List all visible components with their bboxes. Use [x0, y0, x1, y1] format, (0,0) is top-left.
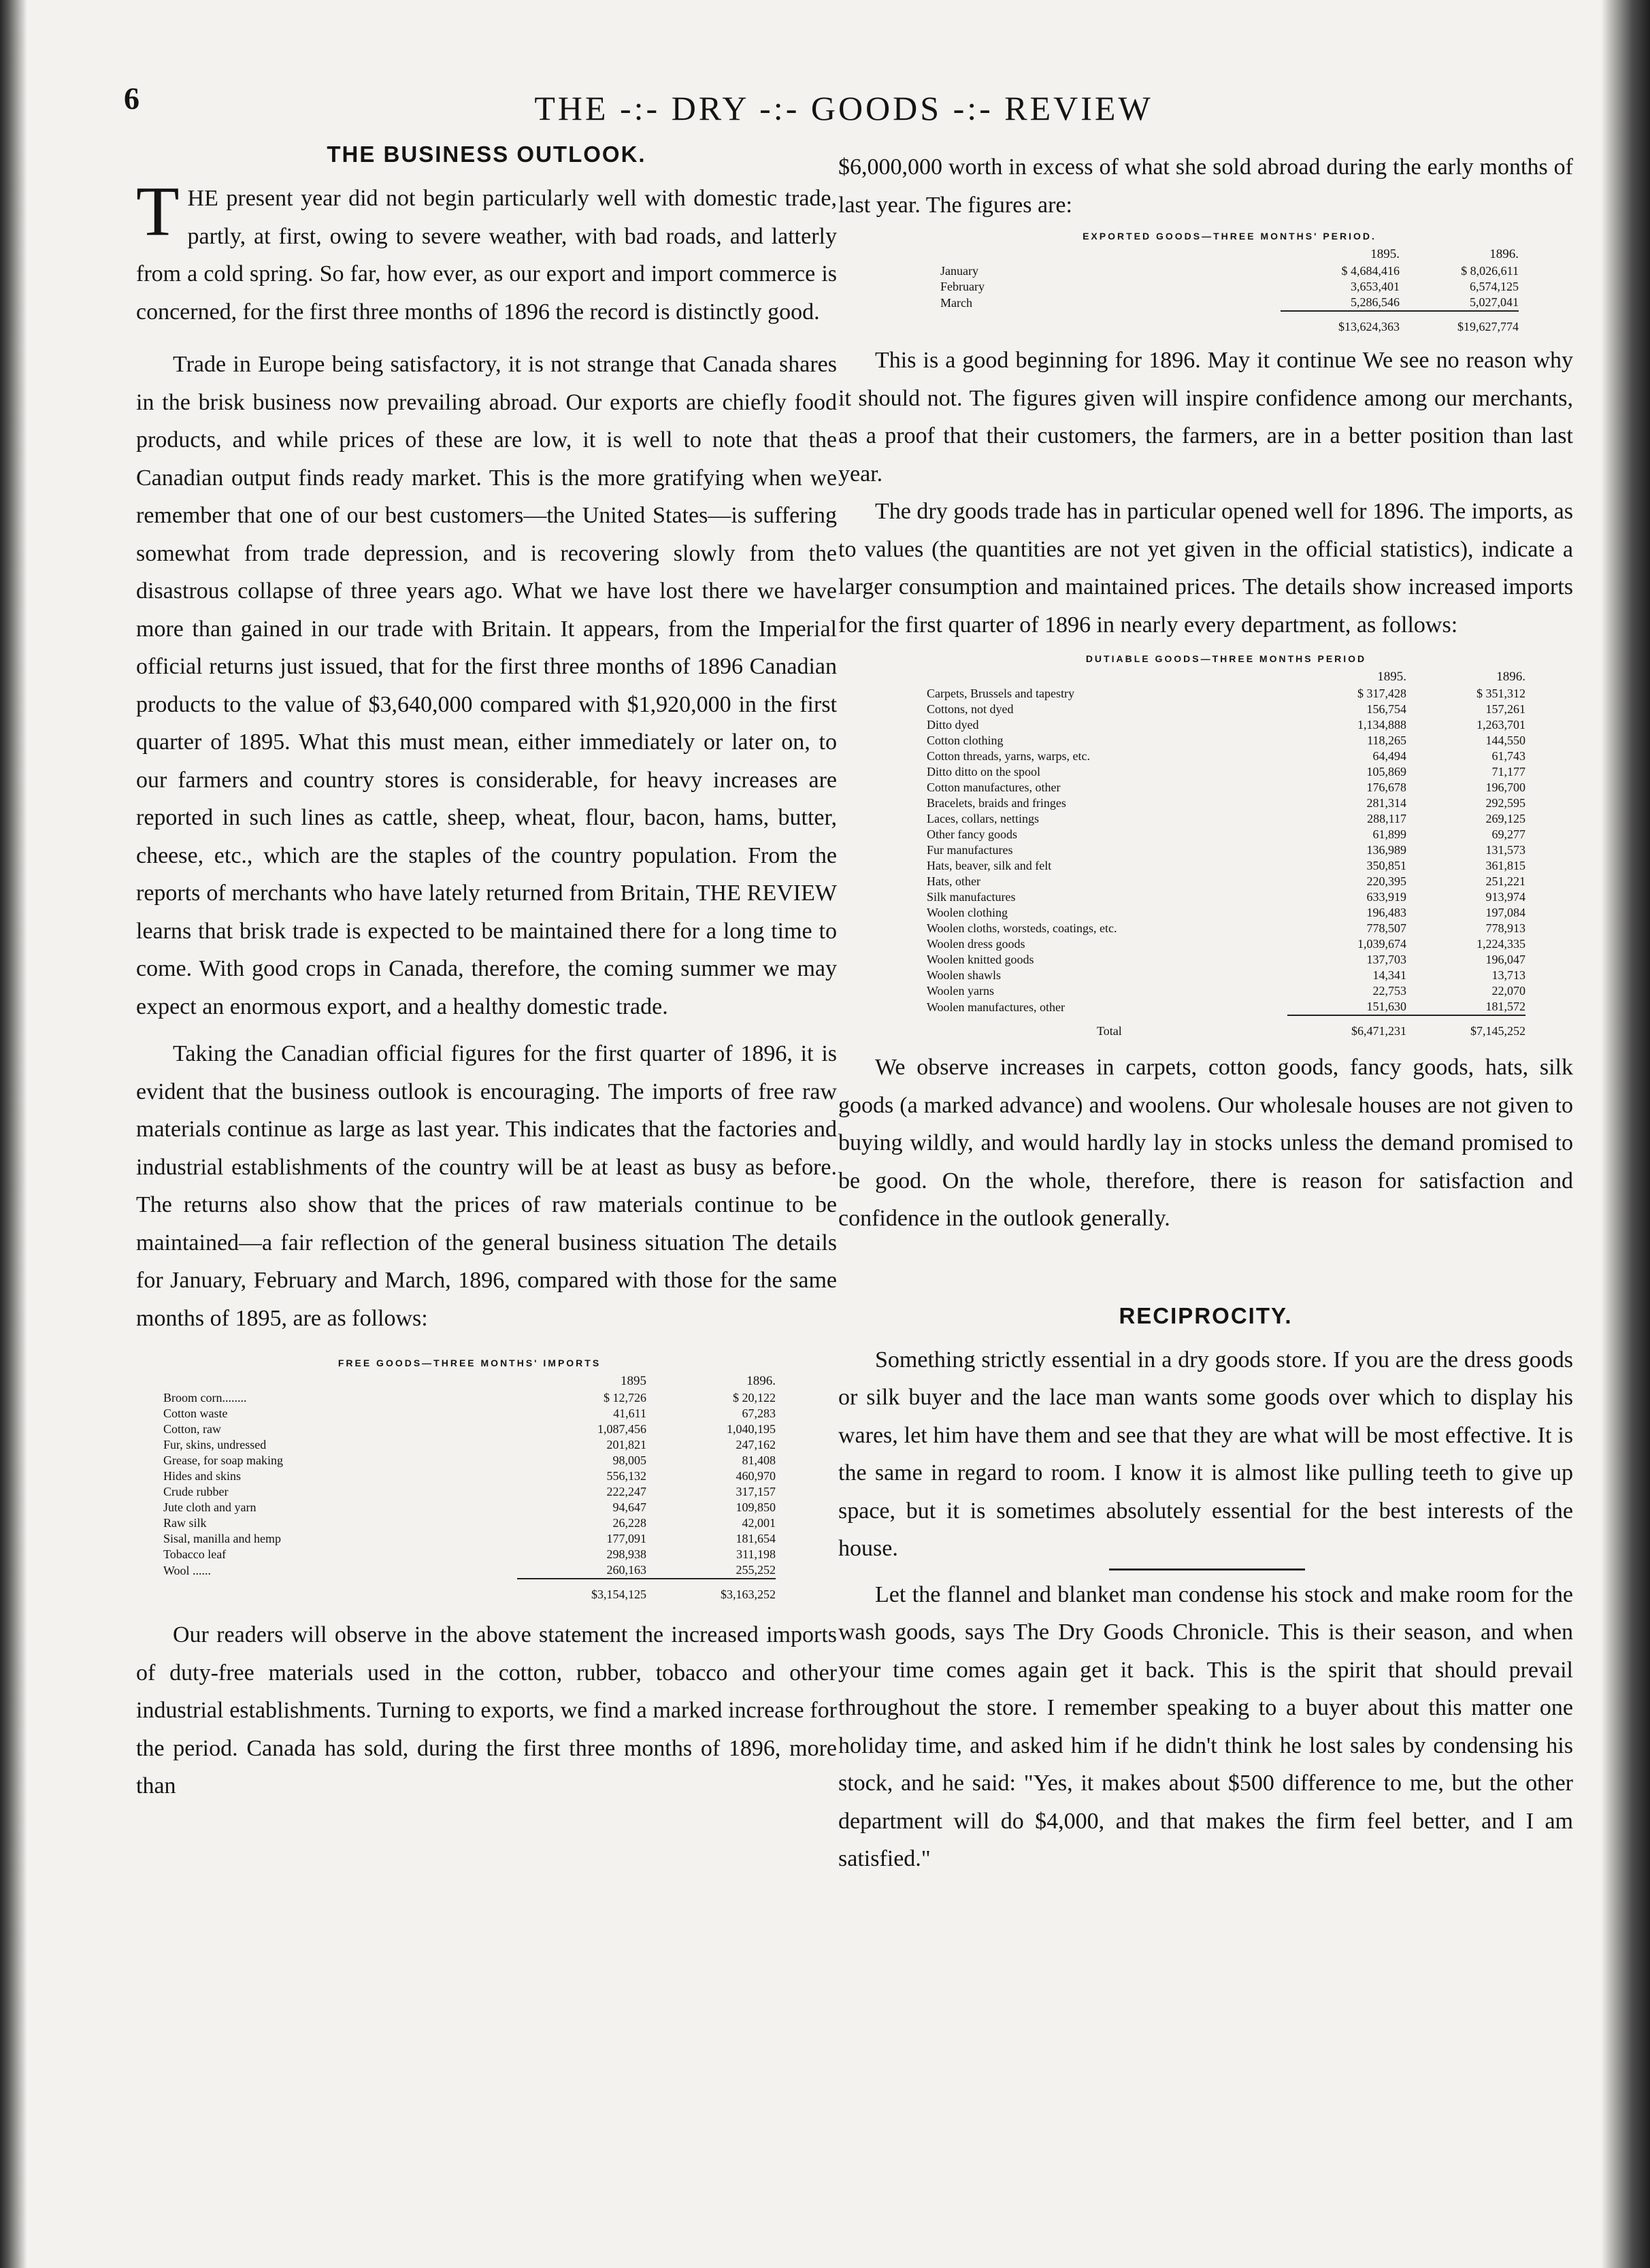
row-label: Sisal, manilla and hemp	[163, 1532, 281, 1545]
row-label: Woolen shawls	[927, 968, 1002, 982]
row-label: Woolen clothing	[927, 906, 1008, 919]
value-current-year: 181,572	[1485, 1000, 1525, 1013]
total-value: $6,471,231	[1287, 1015, 1406, 1039]
table-row	[163, 1437, 776, 1453]
row-label: March	[940, 296, 972, 310]
value-prior-year: 22,753	[1372, 984, 1406, 998]
table-caption: DUTIABLE GOODS—THREE MONTHS PERIOD	[1085, 653, 1367, 664]
value-prior-year: 41,611	[613, 1407, 646, 1420]
value-current-year: 460,970	[736, 1469, 776, 1483]
table-row	[940, 263, 1519, 279]
value-prior-year: 222,247	[606, 1485, 646, 1498]
row-label: February	[940, 280, 985, 293]
paragraph: Our readers will observe in the above statement the increased imports of duty-free materials used in the cotton, rubber, tobacco and other industrial establishments. Turning to exports, we find a marked increase for the period. Canada has sold, during the first three months of 1896, more than	[136, 1622, 837, 1798]
value-prior-year: 201,821	[606, 1438, 646, 1451]
table-row	[927, 686, 1525, 702]
row-label: Bracelets, braids and fringes	[927, 796, 1066, 810]
table-row	[927, 905, 1525, 921]
value-prior-year: 177,091	[606, 1532, 646, 1545]
row-label: Tobacco leaf	[163, 1547, 227, 1561]
row-label: January	[940, 264, 978, 278]
value-current-year: 255,252	[736, 1563, 776, 1577]
value-prior-year: $ 317,428	[1357, 687, 1406, 700]
paragraph	[136, 172, 837, 331]
value-current-year: 22,070	[1491, 984, 1525, 998]
row-label: Crude rubber	[163, 1485, 229, 1498]
value-current-year: $ 20,122	[733, 1391, 776, 1404]
value-current-year: $ 8,026,611	[1461, 264, 1519, 278]
value-current-year: 251,221	[1485, 874, 1525, 888]
right-column	[838, 148, 1573, 1878]
row-label: Jute cloth and yarn	[163, 1500, 257, 1514]
value-current-year: 144,550	[1485, 734, 1525, 747]
value-prior-year: 14,341	[1372, 968, 1406, 982]
row-label: Silk manufactures	[927, 890, 1016, 904]
table-row	[927, 749, 1525, 764]
value-current-year: 61,743	[1491, 749, 1525, 763]
total-label: Total	[1097, 1024, 1122, 1038]
table-row	[927, 842, 1525, 858]
value-prior-year: 281,314	[1366, 796, 1406, 810]
table-caption: EXPORTED GOODS—THREE MONTHS' PERIOD.	[1083, 231, 1376, 242]
value-prior-year: 64,494	[1372, 749, 1406, 763]
table-row	[927, 702, 1525, 717]
value-current-year: 1,224,335	[1476, 937, 1525, 951]
value-prior-year: 5,286,546	[1351, 295, 1400, 309]
free-goods-table-block	[163, 1358, 776, 1603]
table-row	[927, 717, 1525, 733]
value-current-year: 361,815	[1485, 859, 1525, 872]
table-row	[940, 279, 1519, 295]
section-heading-business-outlook: THE BUSINESS OUTLOOK.	[327, 142, 646, 167]
free-goods-table	[163, 1374, 776, 1603]
total-value: $3,163,252	[646, 1579, 776, 1603]
row-label: Woolen knitted goods	[927, 953, 1034, 966]
table-row	[927, 921, 1525, 936]
table-row	[927, 780, 1525, 795]
column-header: 1895.	[1377, 670, 1406, 684]
value-prior-year: 1,087,456	[597, 1422, 646, 1436]
value-prior-year: 118,265	[1367, 734, 1406, 747]
column-header: 1896.	[1489, 247, 1519, 261]
total-value: $7,145,252	[1406, 1015, 1525, 1039]
paragraph: Taking the Canadian official figures for the first quarter of 1896, it is evident that the business outlook is encouraging. The imports of free raw materials continue as large as last year. This indicates that the factories and industrial establishments of the country will be at least as busy as before. The returns also show that the prices of raw materials continue to be maintained—a fair reflection of the general business situation The details for January, February and March, 1896, compared with those for the same months of 1895, are as follows:	[136, 1041, 837, 1331]
table-row	[927, 811, 1525, 827]
row-label: Cotton manufactures, other	[927, 780, 1061, 794]
value-current-year: 69,277	[1491, 827, 1525, 841]
row-label: Cottons, not dyed	[927, 702, 1014, 716]
drop-cap: T	[136, 172, 180, 250]
running-title: THE -:- DRY -:- GOODS -:- REVIEW	[534, 89, 1153, 127]
table-row	[163, 1406, 776, 1421]
value-current-year: 197,084	[1485, 906, 1525, 919]
value-current-year: 269,125	[1485, 812, 1525, 825]
value-current-year: 67,283	[742, 1407, 776, 1420]
value-current-year: 247,162	[736, 1438, 776, 1451]
value-prior-year: 778,507	[1366, 921, 1406, 935]
value-prior-year: 176,678	[1366, 780, 1406, 794]
value-current-year: 317,157	[736, 1485, 776, 1498]
value-prior-year: 137,703	[1366, 953, 1406, 966]
value-prior-year: 288,117	[1367, 812, 1406, 825]
paragraph: Let the flannel and blanket man condense his stock and make room for the wash goods, says The Dry Goods Chronicle. This is their season, and when your time comes again get it back. This is the spirit that should prevail throughout the store. I remember speaking to a buyer about this matter one holiday time, and asked him if he didn't think he lost sales by condensing his stock, and he said: "Yes, it makes about $500 difference to me, but the other department will do $4,000, and that makes the firm feel better, and I am satisfied."	[838, 1581, 1573, 1871]
table-row	[927, 889, 1525, 905]
value-current-year: 81,408	[742, 1453, 776, 1467]
row-label: Hides and skins	[163, 1469, 241, 1483]
value-current-year: 196,047	[1485, 953, 1525, 966]
exported-goods-table	[940, 247, 1519, 335]
row-label: Fur manufactures	[927, 843, 1013, 857]
value-current-year: 196,700	[1485, 780, 1525, 794]
row-label: Laces, collars, nettings	[927, 812, 1039, 825]
row-label: Grease, for soap making	[163, 1453, 283, 1467]
left-column	[136, 142, 837, 1805]
total-value: $13,624,363	[1281, 311, 1400, 335]
value-prior-year: 298,938	[606, 1547, 646, 1561]
total-value: $3,154,125	[517, 1579, 646, 1603]
row-label: Ditto ditto on the spool	[927, 765, 1041, 778]
value-current-year: 292,595	[1485, 796, 1525, 810]
row-label: Cotton threads, yarns, warps, etc.	[927, 749, 1090, 763]
paragraph: $6,000,000 worth in excess of what she sold abroad during the early months of last year. The figures are:	[838, 154, 1573, 218]
paragraph: The dry goods trade has in particular opened well for 1896. The imports, as to values (the quantities are not yet given in the official statistics), indicate a larger consumption and maintained prices. The details show increased imports for the first quarter of 1896 in nearly every department, as follows:	[838, 499, 1573, 638]
value-prior-year: $ 12,726	[604, 1391, 646, 1404]
value-current-year: $ 351,312	[1476, 687, 1525, 700]
table-row	[940, 295, 1519, 311]
table-row	[927, 764, 1525, 780]
page-header	[109, 80, 1579, 135]
value-prior-year: 26,228	[612, 1516, 646, 1530]
dutiable-goods-table	[927, 670, 1525, 1039]
value-current-year: 311,198	[736, 1547, 776, 1561]
row-label: Fur, skins, undressed	[163, 1438, 267, 1451]
table-row	[927, 827, 1525, 842]
table-row	[163, 1562, 776, 1579]
dutiable-goods-table-block	[927, 653, 1525, 1039]
row-label: Cotton clothing	[927, 734, 1004, 747]
page-edge-right	[1601, 0, 1650, 2268]
row-label: Broom corn........	[163, 1391, 247, 1404]
paragraph: We observe increases in carpets, cotton goods, fancy goods, hats, silk goods (a marked advance) and woolens. Our wholesale houses are not given to buying wildly, and would hardly lay in stocks unless the demand promised to be good. On the whole, therefore, there is reason for satisfaction and confidence in the outlook generally.	[838, 1055, 1573, 1231]
total-value: $19,627,774	[1400, 311, 1519, 335]
row-label: Ditto dyed	[927, 718, 979, 732]
row-label: Wool ......	[163, 1564, 212, 1577]
value-prior-year: 156,754	[1366, 702, 1406, 716]
value-prior-year: 220,395	[1366, 874, 1406, 888]
row-label: Hats, other	[927, 874, 980, 888]
value-prior-year: 556,132	[606, 1469, 646, 1483]
value-current-year: 913,974	[1485, 890, 1525, 904]
value-prior-year: 61,899	[1372, 827, 1406, 841]
row-label: Carpets, Brussels and tapestry	[927, 687, 1074, 700]
value-prior-year: 94,647	[612, 1500, 646, 1514]
value-current-year: 6,574,125	[1470, 280, 1519, 293]
table-caption: FREE GOODS—THREE MONTHS' IMPORTS	[337, 1358, 601, 1368]
table-row	[927, 795, 1525, 811]
section-divider	[1109, 1568, 1305, 1571]
table-row	[927, 858, 1525, 874]
row-label: Cotton waste	[163, 1407, 228, 1420]
table-row	[163, 1500, 776, 1515]
row-label: Hats, beaver, silk and felt	[927, 859, 1052, 872]
paragraph: Something strictly essential in a dry goods store. If you are the dress goods or silk buyer and the lace man wants some goods over which to display his wares, let him have them and see that they are what will be most effective. It is the same in regard to room. I know it is almost like pulling teeth to give up space, but it is sometimes absolutely essential for the best interests of the house.	[838, 1347, 1573, 1561]
value-current-year: 42,001	[742, 1516, 776, 1530]
value-current-year: 157,261	[1485, 702, 1525, 716]
table-row	[927, 983, 1525, 999]
value-current-year: 1,263,701	[1476, 718, 1525, 732]
value-current-year: 5,027,041	[1470, 295, 1519, 309]
page-number: 6	[124, 81, 139, 116]
table-row	[163, 1453, 776, 1468]
value-prior-year: 151,630	[1366, 1000, 1406, 1013]
value-prior-year: 3,653,401	[1351, 280, 1400, 293]
table-row	[927, 874, 1525, 889]
row-label: Woolen cloths, worsteds, coatings, etc.	[927, 921, 1117, 935]
value-current-year: 778,913	[1485, 921, 1525, 935]
value-prior-year: 350,851	[1366, 859, 1406, 872]
column-header: 1895.	[1370, 247, 1400, 261]
value-current-year: 131,573	[1485, 843, 1525, 857]
value-current-year: 1,040,195	[727, 1422, 776, 1436]
row-label: Woolen yarns	[927, 984, 995, 998]
table-row	[163, 1484, 776, 1500]
value-current-year: 13,713	[1491, 968, 1525, 982]
table-row	[927, 936, 1525, 952]
row-label: Woolen dress goods	[927, 937, 1025, 951]
row-label: Raw silk	[163, 1516, 207, 1530]
column-header: 1896.	[1496, 670, 1525, 684]
section-heading-reciprocity: RECIPROCITY.	[1119, 1302, 1293, 1328]
paragraph: This is a good beginning for 1896. May it continue We see no reason why it should not. The figures given will inspire confidence among our merchants, as a proof that their customers, the farmers, are in a better position than last year.	[838, 348, 1573, 487]
row-label: Other fancy goods	[927, 827, 1017, 841]
table-row	[163, 1547, 776, 1562]
value-prior-year: 105,869	[1366, 765, 1406, 778]
value-prior-year: 1,039,674	[1357, 937, 1406, 951]
value-prior-year: 1,134,888	[1357, 718, 1406, 732]
paragraph: Trade in Europe being satisfactory, it is not strange that Canada shares in the brisk business now prevailing abroad. Our exports are chiefly food products, and while prices of these are low, it is well to note that the Canadian output finds ready market. This is the more gratifying when we remember that one of our best customers—the United States—is suffering somewhat from trade depression, and is recovering slowly from the disastrous collapse of three years ago. What we have lost there we have more than gained in our trade with Britain. It appears, from the Imperial official returns just issued, that for the first three months of 1896 Canadian products to the value of $3,640,000 compared with $1,920,000 in the first quarter of 1895. What this must mean, either immediately or later on, to our farmers and country stores is considerable, for heavy increases are reported in such lines as cattle, sheep, wheat, flour, bacon, hams, butter, cheese, etc., which are the staples of the country population. From the reports of merchants who have lately returned from Britain, THE REVIEW learns that brisk trade is expected to be maintained there for a long time to come. With good crops in Canada, therefore, the coming summer we may expect an enormous export, and a healthy domestic trade.	[136, 352, 837, 1019]
value-prior-year: $ 4,684,416	[1341, 264, 1400, 278]
value-prior-year: 98,005	[612, 1453, 646, 1467]
column-header: 1895	[621, 1374, 646, 1388]
table-row	[163, 1421, 776, 1437]
table-row	[163, 1531, 776, 1547]
table-row	[927, 733, 1525, 749]
exported-goods-table-block	[940, 231, 1519, 335]
value-current-year: 109,850	[736, 1500, 776, 1514]
value-current-year: 71,177	[1491, 765, 1525, 778]
value-prior-year: 633,919	[1366, 890, 1406, 904]
table-row	[163, 1468, 776, 1484]
table-row	[927, 999, 1525, 1015]
value-prior-year: 260,163	[606, 1563, 646, 1577]
table-row	[163, 1390, 776, 1406]
binding-shadow-left	[0, 0, 27, 2268]
column-header: 1896.	[746, 1374, 776, 1388]
value-current-year: 181,654	[736, 1532, 776, 1545]
table-row	[927, 952, 1525, 968]
table-row	[927, 968, 1525, 983]
row-label: Woolen manufactures, other	[927, 1000, 1065, 1014]
table-row	[163, 1515, 776, 1531]
value-prior-year: 136,989	[1366, 843, 1406, 857]
value-prior-year: 196,483	[1366, 906, 1406, 919]
paragraph-text: HE present year did not begin particularly well with domestic trade, partly, at first, owing to severe weather, with bad roads, and latterly from a cold spring. So far, how ever, as our export and import commerce is concerned, for the first three months of 1896 the record is distinctly good.	[136, 186, 837, 325]
row-label: Cotton, raw	[163, 1422, 221, 1436]
